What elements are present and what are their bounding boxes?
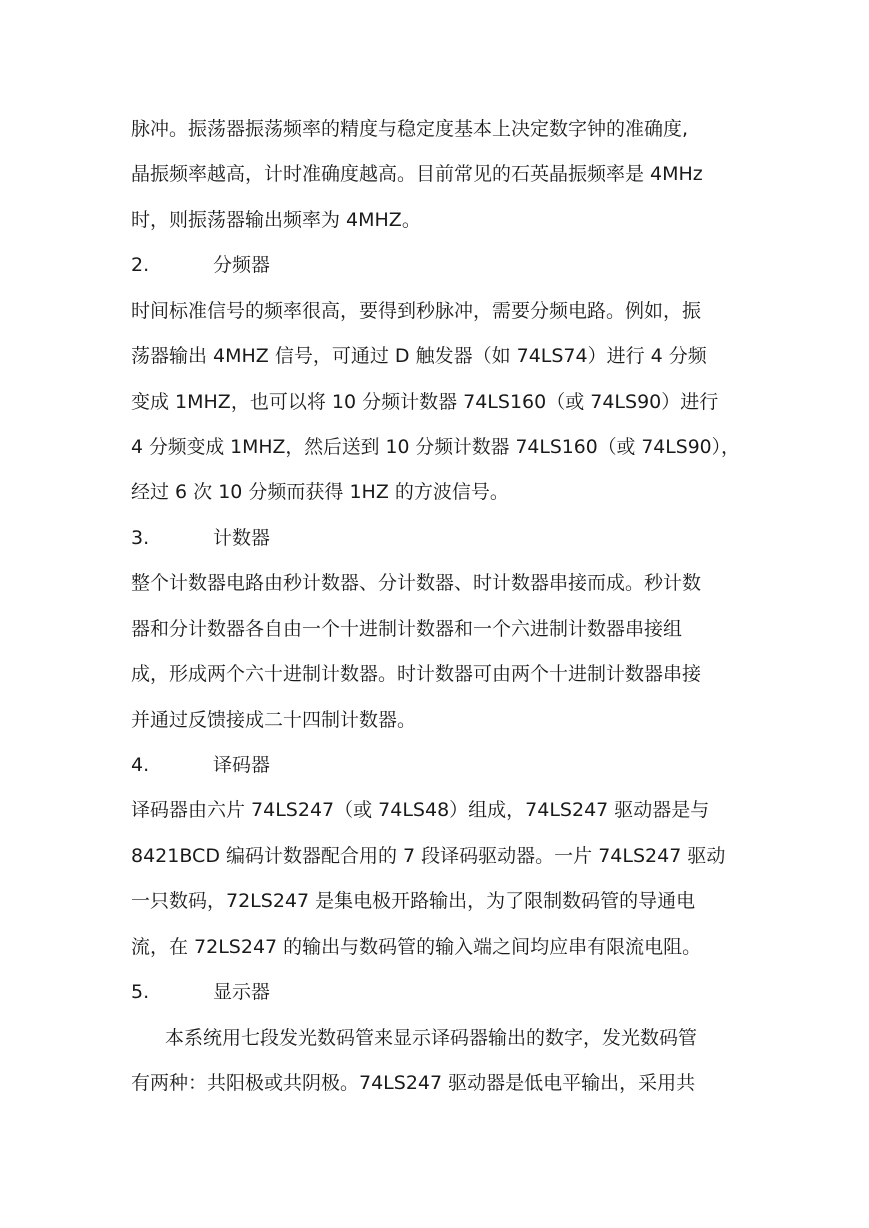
paragraph-line: 一只数码，72LS247 是集电极开路输出，为了限制数码管的导通电 (131, 890, 696, 912)
paragraph-line: 时，则振荡器输出频率为 4MHZ。 (131, 209, 421, 231)
paragraph-line: 时间标准信号的频率很高，要得到秒脉冲，需要分频电路。例如，振 (131, 300, 702, 322)
paragraph-line: 器和分计数器各自由一个十进制计数器和一个六进制计数器串接组 (131, 618, 683, 640)
paragraph-line: 经过 6 次 10 分频而获得 1HZ 的方波信号。 (131, 481, 509, 503)
section-heading: 分频器 (213, 254, 271, 276)
paragraph-line: 8421BCD 编码计数器配合用的 7 段译码驱动器。一片 74LS247 驱动 (131, 845, 726, 867)
paragraph-line: 流，在 72LS247 的输出与数码管的输入端之间均应串有限流电阻。 (131, 936, 702, 958)
paragraph-line: 并通过反馈接成二十四制计数器。 (131, 709, 417, 731)
paragraph-line: 整个计数器电路由秒计数器、分计数器、时计数器串接而成。秒计数 (131, 572, 702, 594)
paragraph-line: 成，形成两个六十进制计数器。时计数器可由两个十进制计数器串接 (131, 663, 702, 685)
paragraph-line: 晶振频率越高，计时准确度越高。目前常见的石英晶振频率是 4MHz (131, 163, 703, 185)
section-heading: 计数器 (213, 527, 271, 549)
section-number: 4. (131, 754, 150, 776)
paragraph-line: 脉冲。振荡器振荡频率的精度与稳定度基本上决定数字钟的准确度, (131, 118, 689, 140)
paragraph-line: 4 分频变成 1MHZ，然后送到 10 分频计数器 74LS160（或 74LS90）， (131, 436, 740, 458)
paragraph-line: 荡器输出 4MHZ 信号，可通过 D 触发器（如 74LS74）进行 4 分频 (131, 345, 707, 367)
paragraph-line: 有两种：共阳极或共阴极。74LS247 驱动器是低电平输出，采用共 (131, 1072, 696, 1094)
section-number: 5. (131, 981, 150, 1003)
section-number: 3. (131, 527, 150, 549)
section-heading: 译码器 (213, 754, 271, 776)
section-heading: 显示器 (213, 981, 271, 1003)
paragraph-line: 译码器由六片 74LS247（或 74LS48）组成，74LS247 驱动器是与 (131, 799, 710, 821)
paragraph-line: 本系统用七段发光数码管来显示译码器输出的数字，发光数码管 (165, 1027, 698, 1049)
section-number: 2. (131, 254, 150, 276)
paragraph-line: 变成 1MHZ，也可以将 10 分频计数器 74LS160（或 74LS90）进行 (131, 391, 719, 413)
